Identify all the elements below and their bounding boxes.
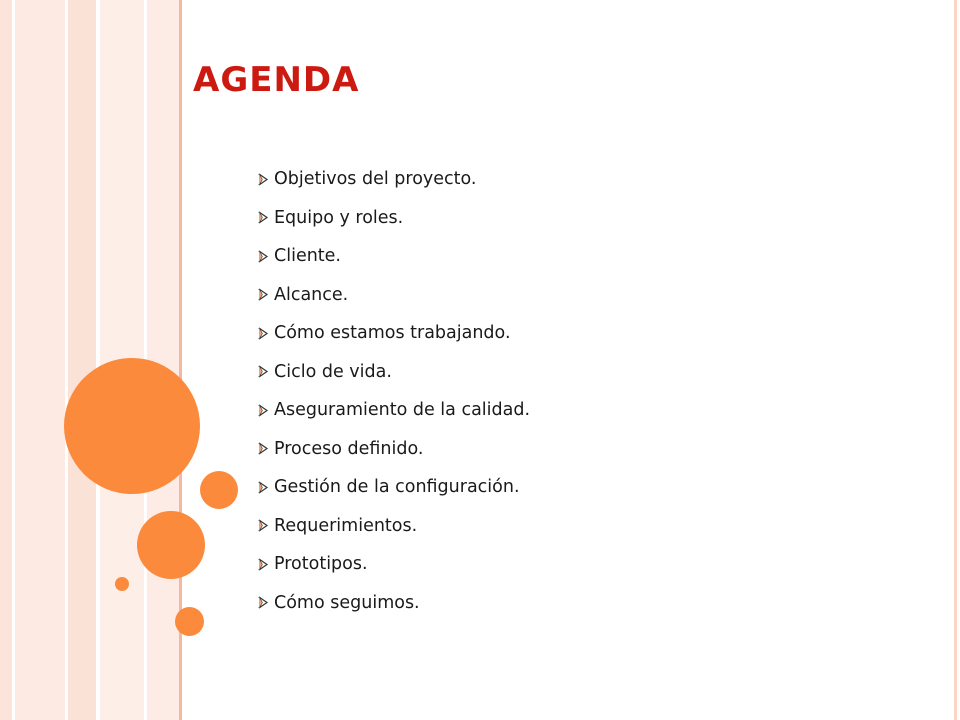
chevron-arrow-right-icon bbox=[257, 288, 273, 301]
chevron-arrow-right-icon bbox=[257, 596, 273, 609]
agenda-item-text: Cliente. bbox=[274, 246, 341, 267]
agenda-item bbox=[257, 430, 530, 469]
agenda-item-text: Requerimientos. bbox=[274, 515, 418, 536]
agenda-item bbox=[257, 160, 530, 199]
agenda-item-text: Objetivos del proyecto. bbox=[274, 169, 477, 190]
chevron-arrow-right-icon bbox=[257, 250, 273, 263]
agenda-item-text: Aseguramiento de la calidad. bbox=[274, 400, 531, 421]
agenda-item bbox=[257, 545, 530, 584]
agenda-item bbox=[257, 237, 530, 276]
decorative-circle-large bbox=[64, 358, 200, 494]
agenda-item-text: Cómo seguimos. bbox=[274, 592, 420, 613]
decorative-circle-tiny bbox=[115, 577, 129, 591]
chevron-arrow-right-icon bbox=[257, 404, 273, 417]
agenda-item-text: Cómo estamos trabajando. bbox=[274, 323, 511, 344]
decorative-stripe bbox=[68, 0, 96, 720]
chevron-arrow-right-icon bbox=[257, 365, 273, 378]
agenda-item bbox=[257, 468, 530, 507]
chevron-arrow-right-icon bbox=[257, 327, 273, 340]
agenda-item-text: Ciclo de vida. bbox=[274, 361, 392, 382]
agenda-item bbox=[257, 507, 530, 546]
chevron-arrow-right-icon bbox=[257, 481, 273, 494]
agenda-item-text: Equipo y roles. bbox=[274, 207, 404, 228]
agenda-item bbox=[257, 584, 530, 623]
decorative-circle-medium bbox=[200, 471, 238, 509]
chevron-arrow-right-icon bbox=[257, 173, 273, 186]
agenda-list bbox=[257, 160, 530, 622]
agenda-item-text: Proceso definido. bbox=[274, 438, 424, 459]
chevron-arrow-right-icon bbox=[257, 519, 273, 532]
agenda-item bbox=[257, 353, 530, 392]
agenda-item bbox=[257, 314, 530, 353]
agenda-item-text: Prototipos. bbox=[274, 554, 368, 575]
agenda-item-text: Alcance. bbox=[274, 284, 349, 305]
decorative-right-line bbox=[954, 0, 957, 720]
agenda-item bbox=[257, 199, 530, 238]
slide-title: AGENDA bbox=[193, 60, 360, 100]
agenda-item bbox=[257, 391, 530, 430]
decorative-circle-small bbox=[175, 607, 204, 636]
decorative-stripe bbox=[0, 0, 12, 720]
agenda-item bbox=[257, 276, 530, 315]
decorative-circle-medium bbox=[137, 511, 205, 579]
decorative-stripe bbox=[15, 0, 65, 720]
chevron-arrow-right-icon bbox=[257, 442, 273, 455]
chevron-arrow-right-icon bbox=[257, 558, 273, 571]
agenda-item-text: Gestión de la configuración. bbox=[274, 477, 520, 498]
chevron-arrow-right-icon bbox=[257, 211, 273, 224]
